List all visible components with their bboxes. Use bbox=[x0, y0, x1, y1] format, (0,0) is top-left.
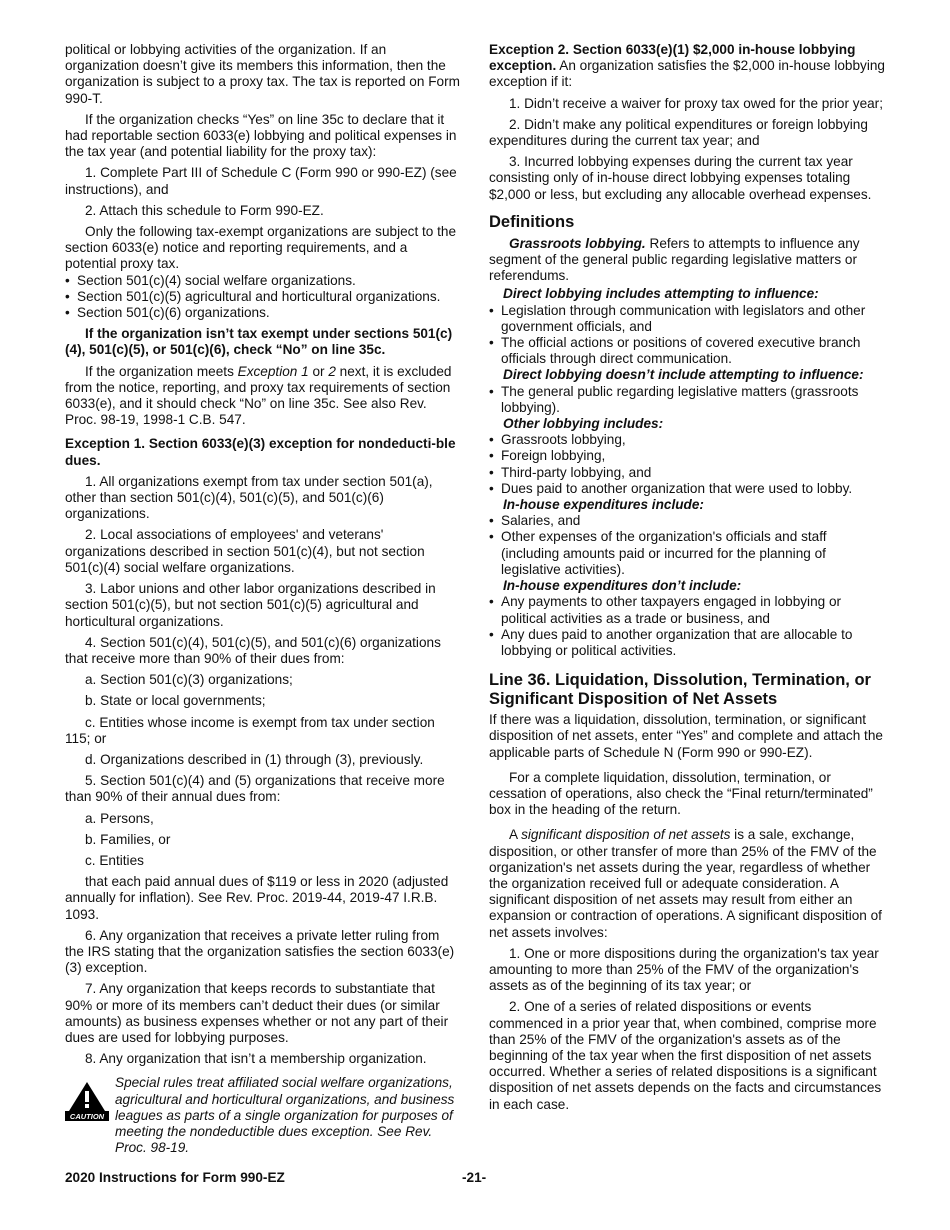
disposition-item: 1. One or more dispositions during the organization's tax year amounting to more than 25% of the FMV of the organization's assets as of the beginning of its tax year; or bbox=[489, 945, 879, 994]
bullet-icon: • bbox=[489, 383, 494, 399]
exception-item: 1. Didn’t receive a waiver for proxy tax owed for the prior year; bbox=[509, 95, 883, 111]
right-column bbox=[489, 42, 887, 1118]
sub-item: a. Section 501(c)(3) organizations; bbox=[85, 672, 293, 688]
exception-item: 7. Any organization that keeps records to substantiate that 90% or more of its members can’t deduct their dues (or similar amounts) as business expenses whether or not any part of their dues are used for lobbying purposes. bbox=[65, 981, 449, 1045]
bullet-item: • Any payments to other taxpayers engaged in lobbying or political activities as a trade or business, and bbox=[489, 594, 842, 626]
bullet-icon: • bbox=[489, 513, 494, 529]
paragraph: If the organization meets Exception 1 or 2 next, it is excluded from the notice, reporting, and proxy tax requirements of section 6033(e), and it should check “No” on line 35c. See also Rev. Proc. 98-19, 1998-1 C.B. 547. bbox=[65, 363, 452, 428]
line-36-heading: Line 36. Liquidation, Dissolution, Termination, or Significant Disposition of Net Assets bbox=[489, 671, 871, 709]
bullet-item: • Section 501(c)(5) agricultural and horticultural organizations. bbox=[65, 288, 441, 304]
bullet-icon: • bbox=[489, 626, 494, 642]
exception-1-heading: Exception 1. Section 6033(e)(3) exception for nondeducti-ble dues. bbox=[65, 436, 456, 468]
footer-title: 2020 Instructions for Form 990-EZ bbox=[65, 1170, 285, 1185]
step-item: 1. Complete Part III of Schedule C (Form 990 or 990-EZ) (see instructions), and bbox=[65, 165, 457, 197]
sub-item: b. State or local governments; bbox=[85, 693, 266, 709]
bullet-icon: • bbox=[65, 288, 70, 304]
exception-item: 6. Any organization that receives a private letter ruling from the IRS stating that the organization satisfies the section 6033(e)(3) exception. bbox=[65, 927, 455, 976]
step-item: 2. Attach this schedule to Form 990-EZ. bbox=[85, 202, 324, 218]
paragraph: A significant disposition of net assets is a sale, exchange, disposition, or other transfer of more than 25% of the FMV of the organization's net assets during the year, regardless of whether the organization received full or adequate consideration. A significant disposition of net assets may result from either an expansion or contraction of operations. A significant disposition of net assets involves: bbox=[489, 827, 882, 940]
left-column bbox=[65, 42, 462, 1156]
sub-item: a. Persons, bbox=[85, 810, 154, 826]
bullet-icon: • bbox=[489, 529, 494, 545]
direct-excludes-label: Direct lobbying doesn’t include attempting to influence: bbox=[503, 367, 864, 383]
direct-includes-label: Direct lobbying includes attempting to influence: bbox=[503, 286, 819, 302]
bullet-item: • Section 501(c)(6) organizations. bbox=[65, 305, 270, 321]
bullet-item: • The general public regarding legislative matters (grassroots lobbying). bbox=[489, 383, 859, 415]
bullet-icon: • bbox=[65, 272, 70, 288]
caution-note bbox=[65, 1075, 462, 1156]
bullet-icon: • bbox=[489, 448, 494, 464]
paragraph: that each paid annual dues of $119 or less in 2020 (adjusted annually for inflation). See Rev. Proc. 2019-44, 2019-47 I.R.B. 1093. bbox=[65, 874, 449, 922]
paragraph: political or lobbying activities of the organization. If an organization doesn’t give its members this information, then the organization is subject to a proxy tax. The tax is reported on Form 990-T. bbox=[65, 42, 460, 106]
sub-item: b. Families, or bbox=[85, 831, 171, 847]
exception-item: 2. Local associations of employees' and veterans' organizations described in section 501(c)(4), but not section 501(c)(4) social welfare organizations. bbox=[65, 527, 425, 575]
page-footer bbox=[65, 1170, 887, 1186]
bold-note: If the organization isn’t tax exempt under sections 501(c)(4), 501(c)(5), or 501(c)(6), check “No” on line 35c. bbox=[65, 326, 453, 358]
bullet-icon: • bbox=[489, 335, 494, 351]
inhouse-exclude-label: In-house expenditures don’t include: bbox=[503, 578, 742, 594]
bullet-icon: • bbox=[489, 432, 494, 448]
paragraph: Only the following tax-exempt organizations are subject to the section 6033(e) notice and reporting requirements, and a potential proxy tax. bbox=[65, 224, 457, 272]
definition-grassroots: Grassroots lobbying. Refers to attempts to influence any segment of the general public regarding legislative matters or referendums. bbox=[489, 235, 860, 284]
bullet-icon: • bbox=[489, 594, 494, 610]
bullet-item: • The official actions or positions of covered executive branch officials through direct communication. bbox=[489, 335, 861, 367]
exception-item: 4. Section 501(c)(4), 501(c)(5), and 501(c)(6) organizations that receive more than 90% of their dues from: bbox=[65, 634, 441, 666]
bullet-item: • Section 501(c)(4) social welfare organizations. bbox=[65, 272, 356, 288]
exception-2: Exception 2. Section 6033(e)(1) $2,000 in-house lobbying exception. An organization satisfies the $2,000 in-house lobbying exception if it: bbox=[489, 42, 885, 90]
bullet-icon: • bbox=[489, 480, 494, 496]
bullet-icon: • bbox=[65, 305, 70, 321]
disposition-item: 2. One of a series of related dispositions or events commenced in a prior year that, when combined, comprise more than 25% of the FMV of the organization's assets as of the beginning of the tax year when the first disposition of net assets occurred. Whether a series of related dispositions is a significant disposition of net assets depends on the facts and circumstances in each case. bbox=[489, 999, 882, 1112]
bullet-item: • Legislation through communication with legislators and other government officials, and bbox=[489, 302, 866, 334]
exception-item: 3. Labor unions and other labor organizations described in section 501(c)(5), but not section 501(c)(5) agricultural and horticultural organizations. bbox=[65, 581, 436, 629]
caution-label: CAUTION bbox=[69, 1112, 105, 1122]
paragraph: If there was a liquidation, dissolution, termination, or significant disposition of net assets, enter “Yes” and complete and attach the applicable parts of Schedule N (Form 990 or 990-EZ). bbox=[489, 712, 883, 760]
sub-item: c. Entities whose income is exempt from tax under section 115; or bbox=[65, 714, 435, 746]
exception-item: 2. Didn’t make any political expenditures or foreign lobbying expenditures during the current tax year; and bbox=[489, 116, 868, 149]
paragraph: If the organization checks “Yes” on line 35c to declare that it had reportable section 6033(e) lobbying and political expenses in the tax year (and potential liability for the proxy tax): bbox=[65, 111, 457, 160]
bullet-item: • Dues paid to another organization that were used to lobby. bbox=[489, 480, 853, 496]
definitions-heading: Definitions bbox=[489, 212, 575, 231]
inhouse-include-label: In-house expenditures include: bbox=[503, 497, 704, 513]
paragraph: For a complete liquidation, dissolution, termination, or cessation of operations, also check the “Final return/terminated” box in the heading of the return. bbox=[489, 769, 873, 818]
bullet-item: • Salaries, and bbox=[489, 513, 581, 529]
page-number: -21- bbox=[462, 1170, 487, 1185]
exception-item: 8. Any organization that isn’t a membership organization. bbox=[85, 1051, 427, 1067]
exception-item: 1. All organizations exempt from tax under section 501(a), other than section 501(c)(4), 501(c)(5), and 501(c)(6) organizations. bbox=[65, 473, 433, 522]
exception-item: 3. Incurred lobbying expenses during the current tax year consisting only of in-house direct lobbying expenses totaling $2,000 or less, but excluding any allocable overhead expenses. bbox=[489, 154, 872, 202]
caution-text: Special rules treat affiliated social welfare organizations, agricultural and horticultural organizations, and business leagues as parts of a single organization for purposes of meeting the nondeductible dues exception. See Rev. Proc. 98-19. bbox=[115, 1075, 455, 1156]
bullet-item: • Foreign lobbying, bbox=[489, 448, 606, 464]
bullet-icon: • bbox=[489, 302, 494, 318]
caution-icon bbox=[65, 1081, 109, 1121]
exception-item: 5. Section 501(c)(4) and (5) organizations that receive more than 90% of their annual dues from: bbox=[65, 773, 445, 805]
bullet-item: • Other expenses of the organization's officials and staff (including amounts paid or incurred for the planning of legislative activities). bbox=[489, 529, 827, 577]
bullet-item: • Third-party lobbying, and bbox=[489, 464, 652, 480]
bullet-icon: • bbox=[489, 464, 494, 480]
sub-item: c. Entities bbox=[85, 852, 144, 868]
bullet-item: • Grassroots lobbying, bbox=[489, 432, 626, 448]
other-lobbying-label: Other lobbying includes: bbox=[503, 416, 664, 432]
sub-item: d. Organizations described in (1) through (3), previously. bbox=[85, 751, 424, 767]
bullet-item: • Any dues paid to another organization that are allocable to lobbying or political activities. bbox=[489, 626, 853, 658]
